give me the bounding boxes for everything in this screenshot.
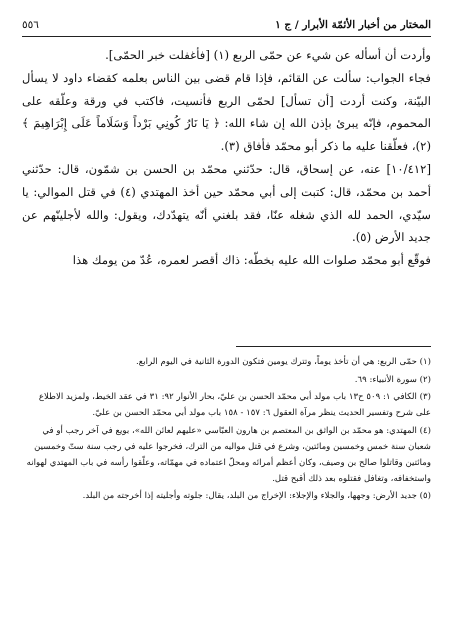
paragraph: فجاء الجواب: سألت عن القائم، فإذا قام قضى بين الناس بعلمه كقضاء داود لا يسأل البيّنة، وكنت أردت [أن تسأل] لحمّى الربع فأنسيت، فاكتب في ورقة وعلّقه على المحموم، فإنّه يبرئ بإذن الله إن شاء الله: ﴿ يَا نَارُ كُونِي بَرْداً وَسَلَاماً عَلَى إِبْرَاهِيمَ ﴾ (٢)، فعلّقنا عليه ما ذكر أبو محمّد فأفاق (٣). [22, 70, 431, 154]
footnote: (٢) سورة الأنبياء: ٦٩. [354, 374, 431, 385]
footnote: (٥) جديد الأرض: وجهها، والجلاء والإجلاء: الإخراج من البلد، يقال: جلوته وأجليته إذا أخرجته من البلد. [82, 491, 431, 502]
main-text [22, 44, 431, 272]
footnote-divider [236, 346, 431, 347]
paragraph: فوقّع أبو محمّد صلوات الله عليه بخطّه: ذاك أقصر لعمره، عُدّ من يومك هذا [72, 253, 431, 268]
running-title: المختار من أخبار الأئمّة الأبرار / ج ١ [275, 19, 431, 31]
footnote: (٤) المهتدي: هو محمّد بن الواثق بن المعتصم بن هارون العبّاسي «عليهم لعائن الله»، بويع في آخر رجب أو في شعبان سنة خمس وخمسين ومائتين، وشرع في قتل مواليه من الترك، فخرجوا عليه في رجب سنة ستّ وخمسين ومائتين وقاتلوا صالح بن وصيف، وكان أعظم أمرائه ومحلّ اعتماده في مهمّاته، وعلّقوا رأسه في باب المهتدي لهوانه واستخفافه، وتغافل فقتلوه بعد ذلك أقبح قتل. [26, 425, 431, 484]
header-divider [22, 36, 431, 37]
footnotes [22, 354, 431, 506]
paragraph: وأردت أن أسأله عن شيء عن حمّى الربع (١) [فأغفلت خبر الحمّى]. [105, 48, 431, 62]
footnote: (٣) الكافي ١: ٥٠٩ ح١٣ باب مولد أبي محمّد الحسن بن عليّ، بحار الأنوار ٩٢: ٣١ في عقد الخيط، ولمزيد الاطلاع على شرح وتفسير الحديث ينظر مرآة العقول ٦: ١٥٧ - ١٥٨ باب مولد أبي محمّد الحسن بن عليّ. [38, 392, 431, 419]
page-number: ٥٥٦ [22, 19, 39, 31]
footnote: (١) حمّى الربع: هي أن تأخذ يوماً، وتترك يومين فتكون الدورة الثانية في اليوم الرابع. [135, 357, 431, 367]
paragraph: [١٠/٤١٢] عنه، عن إسحاق، قال: حدّثني محمّد بن الحسن بن شمّون، قال: حدّثني أحمد بن محمّد، قال: كتبت إلى أبي محمّد حين أخذ المهتدي (٤) في قتل الموالي: يا سيّدي، الحمد لله الذي شغله عنّا، فقد بلغني أنّه يتهدّدك، ويقول: والله لأجلينّهم عن جديد الأرض (٥). [22, 161, 431, 245]
running-header [22, 16, 431, 34]
